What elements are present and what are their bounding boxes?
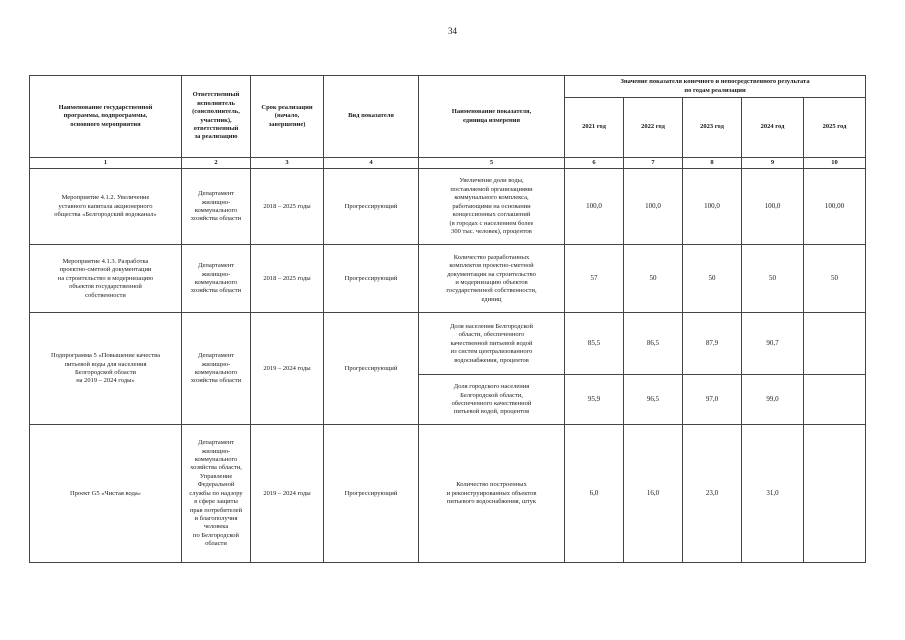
event-name: Мероприятие 4.1.3. Разработка проектно-сметной документации на строительство и модернизацию объектов государственной собственности xyxy=(30,245,182,313)
value-2023: 97,0 xyxy=(683,375,742,425)
value-2021: 57 xyxy=(565,245,624,313)
column-number: 2 xyxy=(182,158,251,169)
event-name: Мероприятие 4.1.2. Увеличение уставного капитала акционерного общества «Белгородский водоканал» xyxy=(30,169,182,245)
table-row xyxy=(30,425,866,563)
header-year: 2023 год xyxy=(683,98,742,158)
value-2024: 90,7 xyxy=(742,313,804,375)
header-values-group: Значение показателя конечного и непосредственного результата по годам реализации xyxy=(565,76,866,98)
period: 2018 – 2025 годы xyxy=(251,169,324,245)
indicator-type: Прогрессирующий xyxy=(324,313,419,425)
value-2022: 100,0 xyxy=(624,169,683,245)
indicator-name: Увеличение доли воды, поставляемой организациями коммунального комплекса, работающими на основании концессионных соглашений (в городах с населением более 300 тыс. человек), процентов xyxy=(419,169,565,245)
column-number: 10 xyxy=(804,158,866,169)
value-2022: 50 xyxy=(624,245,683,313)
page-number: 34 xyxy=(448,26,457,36)
column-number: 6 xyxy=(565,158,624,169)
value-2022: 16,0 xyxy=(624,425,683,563)
value-2021: 6,0 xyxy=(565,425,624,563)
column-number: 1 xyxy=(30,158,182,169)
value-2024: 100,0 xyxy=(742,169,804,245)
column-numbers-row xyxy=(30,158,866,169)
project-name: Проект G5 «Чистая вода» xyxy=(30,425,182,563)
column-number: 4 xyxy=(324,158,419,169)
header-year: 2024 год xyxy=(742,98,804,158)
period: 2019 – 2024 годы xyxy=(251,425,324,563)
indicator-name: Доля городского населения Белгородской области, обеспеченного качественной питьевой водой, процентов xyxy=(419,375,565,425)
value-2023: 50 xyxy=(683,245,742,313)
responsible-party: Департамент жилищно- коммунального хозяйства области xyxy=(182,169,251,245)
subprogram-name: Подпрограмма 5 «Повышение качества питьевой воды для населения Белгородской области на 2019 – 2024 годы» xyxy=(30,313,182,425)
table-row xyxy=(30,313,866,375)
value-2025: 50 xyxy=(804,245,866,313)
value-2023: 100,0 xyxy=(683,169,742,245)
header-program-name: Наименование государственной программы, подпрограммы, основного мероприятия xyxy=(30,76,182,158)
header-period: Срок реализации (начало, завершение) xyxy=(251,76,324,158)
indicator-type: Прогрессирующий xyxy=(324,425,419,563)
header-indicator-name: Наименование показателя, единица измерения xyxy=(419,76,565,158)
indicator-type: Прогрессирующий xyxy=(324,245,419,313)
indicator-name: Количество построенных и реконструированных объектов питьевого водоснабжения, штук xyxy=(419,425,565,563)
indicator-type: Прогрессирующий xyxy=(324,169,419,245)
value-2025: 100,00 xyxy=(804,169,866,245)
value-2022: 96,5 xyxy=(624,375,683,425)
value-2023: 23,0 xyxy=(683,425,742,563)
value-2021: 100,0 xyxy=(565,169,624,245)
column-number: 7 xyxy=(624,158,683,169)
column-number: 9 xyxy=(742,158,804,169)
period: 2018 – 2025 годы xyxy=(251,245,324,313)
responsible-party: Департамент жилищно- коммунального хозяйства области xyxy=(182,313,251,425)
value-2025 xyxy=(804,425,866,563)
value-2024: 31,0 xyxy=(742,425,804,563)
value-2025 xyxy=(804,375,866,425)
value-2021: 85,5 xyxy=(565,313,624,375)
value-2024: 99,0 xyxy=(742,375,804,425)
table-row xyxy=(30,245,866,313)
header-indicator-type: Вид показателя xyxy=(324,76,419,158)
value-2021: 95,9 xyxy=(565,375,624,425)
value-2024: 50 xyxy=(742,245,804,313)
responsible-party: Департамент жилищно- коммунального хозяйства области, Управление Федеральной службы по надзору в сфере защиты прав потребителей и благополучия человека по Белгородской области xyxy=(182,425,251,563)
indicator-name: Количество разработанных комплектов проектно-сметной документации на строительство и модернизацию объектов государственной собственности, единиц xyxy=(419,245,565,313)
column-number: 3 xyxy=(251,158,324,169)
value-2025 xyxy=(804,313,866,375)
table-row xyxy=(30,169,866,245)
column-number: 8 xyxy=(683,158,742,169)
header-responsible: Ответственный исполнитель (соисполнитель, участник), ответственный за реализацию xyxy=(182,76,251,158)
indicator-name: Доля населения Белгородской области, обеспеченного качественной питьевой водой из систем централизованного водоснабжения, процентов xyxy=(419,313,565,375)
header-year: 2021 год xyxy=(565,98,624,158)
responsible-party: Департамент жилищно- коммунального хозяйства области xyxy=(182,245,251,313)
column-number: 5 xyxy=(419,158,565,169)
value-2023: 87,9 xyxy=(683,313,742,375)
value-2022: 86,5 xyxy=(624,313,683,375)
header-year: 2022 год xyxy=(624,98,683,158)
header-year: 2025 год xyxy=(804,98,866,158)
period: 2019 – 2024 годы xyxy=(251,313,324,425)
indicators-table xyxy=(29,75,866,563)
